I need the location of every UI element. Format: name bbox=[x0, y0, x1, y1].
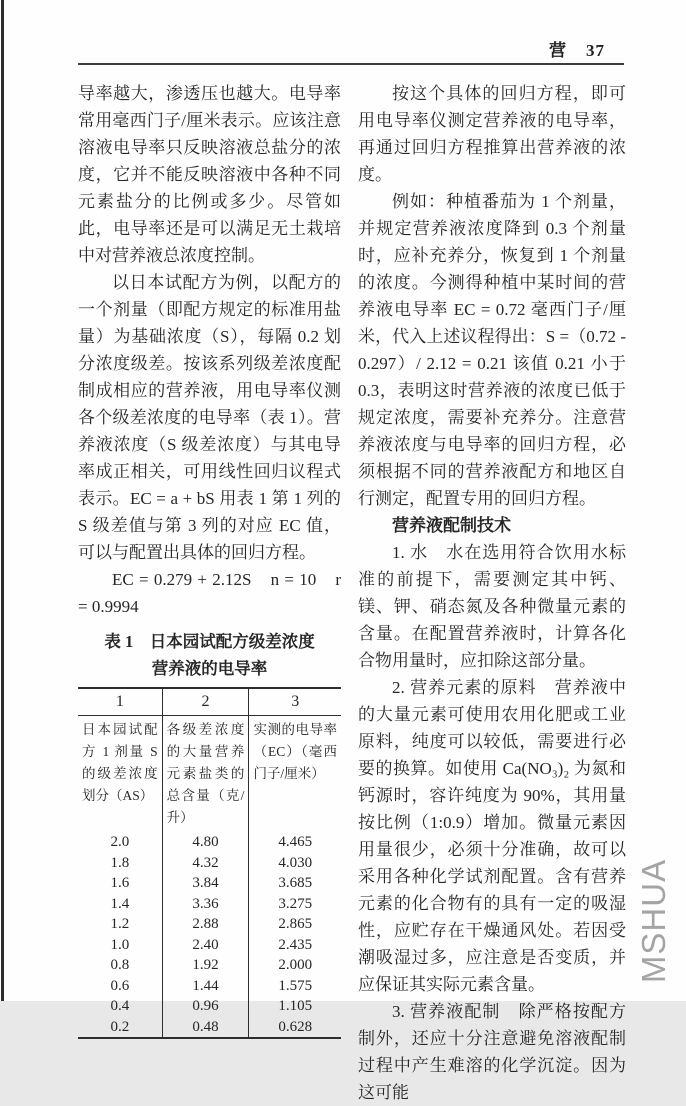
item-lead: 1. 水 bbox=[392, 543, 429, 562]
header-rule bbox=[78, 63, 624, 65]
table-row bbox=[78, 955, 341, 976]
table-row bbox=[78, 996, 341, 1017]
item-lead: 2. 营养元素的原料 bbox=[392, 678, 537, 697]
table-cell: 2 bbox=[162, 688, 249, 716]
table-row bbox=[78, 873, 341, 894]
table-cell: 1.6 bbox=[110, 875, 130, 891]
table-row bbox=[78, 853, 341, 874]
page-header bbox=[78, 36, 605, 61]
table-row bbox=[78, 1017, 341, 1039]
table-row bbox=[78, 976, 341, 997]
table-header-cell: 实测的电导率（EC）（毫西门子/厘米） bbox=[253, 722, 337, 781]
table-column-number-row bbox=[78, 688, 341, 716]
table-cell: 3.685 bbox=[278, 875, 313, 891]
table-cell: 4.80 bbox=[162, 832, 249, 853]
paragraph: 导率越大，渗透压也越大。电导率常用毫西门子/厘米表示。应该注意溶液电导率只反映溶液总盐分的浓度，它并不能反映溶液中各种不同元素盐分的比例或多少。尽管如此，电导率还是可以满足无土栽培中对营养液总浓度控制。 bbox=[78, 84, 341, 265]
page-number: 37 bbox=[586, 41, 605, 60]
right-column bbox=[358, 80, 626, 1106]
table-row bbox=[78, 914, 341, 935]
table-cell: 1.105 bbox=[278, 998, 313, 1014]
table-header-row bbox=[78, 716, 341, 833]
table-cell: 4.030 bbox=[278, 854, 313, 871]
watermark bbox=[626, 850, 682, 992]
table-cell: 0.628 bbox=[278, 1018, 313, 1035]
table-cell: 2.000 bbox=[278, 957, 313, 973]
table-cell: 1.0 bbox=[110, 936, 130, 953]
item-lead: 3. 营养液配制 bbox=[392, 1002, 501, 1021]
table-cell: 0.96 bbox=[162, 996, 249, 1017]
table-cell: 2.40 bbox=[162, 935, 249, 956]
table-header-cell: 日本园试配方 1 剂量 S 的级差浓度划分（AS） bbox=[82, 722, 158, 803]
paragraph: 例如：种植番茄为 1 个剂量，并规定营养液浓度降到 0.3 个剂量时，应补充养分，恢复到 1 个剂量的浓度。今测得种植中某时间的营养液电导率 EC = 0.72 毫西门子/厘米，代入上述议程得出：S =（0.72 - 0.297）/ 2.12 = 0.21 该值 0.21 小于 0.3，表明这时营养液的浓度已低于规定浓度，需要补充养分。注意营养液浓度与电导率的回归方程，必须根据不同的营养液配方和地区自行测定，配置专用的回归方程。 bbox=[358, 192, 626, 508]
table-cell: 0.48 bbox=[162, 1017, 249, 1039]
table-cell: 2.435 bbox=[278, 936, 313, 953]
table-cell: 1.44 bbox=[162, 976, 249, 997]
paragraph: 以日本试配方为例，以配方的一个剂量（即配方规定的标准用盐量）为基础浓度（S），每隔 0.2 划分浓度级差。按该系列级差浓度配制成相应的营养液，用电导率仪测各个级差浓度的电导率（表 1）。营养液浓度（S 级差浓度）与其电导率成正相关，可用线性回归议程式表示。EC = a + bS 用表 1 第 1 列的 S 级差值与第 3 列的对应 EC 值，可以与配置出具体的回归方程。 bbox=[78, 273, 341, 562]
running-title: 营 bbox=[549, 41, 566, 60]
table-cell: 2.0 bbox=[110, 834, 130, 850]
numbered-item bbox=[358, 998, 626, 1106]
item-text: 营养液中的大量元素可使用农用化肥或工业原料，纯度可以较低，需要进行必要的换算。如使用 Ca(NO₃)₂ 为氮和钙源时，容许纯度为 90%，其用量按比例（1:0.9）增加。微量元素因用量很少，必须十分准确，故可以采用各种化学试剂配置。含有营养元素的化合物有的具有一定的吸湿性，应贮存在干燥通风处。若因受潮吸湿过多，应注意是否变质，并应保证其实际元素含量。 bbox=[358, 678, 627, 994]
regression-formula: EC = 0.279 + 2.12S n = 10 r = 0.9994 bbox=[78, 570, 341, 616]
table-header-cell: 各级差浓度的大量营养元素盐类的总含量（克/升） bbox=[162, 716, 249, 833]
section-heading: 营养液配制技术 bbox=[392, 516, 511, 535]
table-row bbox=[78, 832, 341, 853]
scan-edge-artifact bbox=[1, 0, 4, 1001]
table-row bbox=[78, 935, 341, 956]
table-cell: 4.465 bbox=[278, 834, 313, 850]
table-cell: 1 bbox=[78, 688, 162, 716]
left-column bbox=[78, 80, 341, 1039]
table-cell: 1.92 bbox=[162, 955, 249, 976]
table-cell: 3.275 bbox=[278, 895, 313, 912]
table-cell: 0.2 bbox=[110, 1018, 130, 1035]
table-cell: 1.8 bbox=[110, 854, 130, 871]
table-cell: 3.84 bbox=[162, 873, 249, 894]
ec-table bbox=[78, 687, 341, 1039]
table-cell: 3 bbox=[249, 688, 341, 716]
table-cell: 3.36 bbox=[162, 894, 249, 915]
table-cell: 0.4 bbox=[110, 998, 130, 1014]
item-text: 除严格按配方制外，还应十分注意避免溶液配制过程中产生难溶的化学沉淀。因为这可能 bbox=[358, 1002, 626, 1102]
table-title-line1: 表 1 日本园试配方级差浓度 bbox=[104, 632, 315, 651]
table-cell: 0.6 bbox=[110, 977, 130, 994]
paragraph: 按这个具体的回归方程，即可用电导率仪测定营养液的电导率，再通过回归方程推算出营养液的浓度。 bbox=[358, 84, 626, 184]
table-cell: 0.8 bbox=[110, 957, 130, 973]
table-row bbox=[78, 894, 341, 915]
numbered-item bbox=[358, 674, 626, 998]
table-cell: 1.4 bbox=[110, 895, 130, 912]
item-text: 水在选用符合饮用水标准的前提下，需要测定其中钙、镁、钾、硝态氮及各种微量元素的含量。在配置营养液时，计算各化合物用量时，应扣除这部分量。 bbox=[358, 543, 627, 670]
watermark-text: MSHUA bbox=[635, 858, 672, 984]
table-cell: 1.2 bbox=[110, 916, 130, 932]
table-cell: 2.88 bbox=[162, 914, 249, 935]
table-cell: 4.32 bbox=[162, 853, 249, 874]
numbered-item bbox=[358, 539, 626, 674]
table-cell: 2.865 bbox=[278, 916, 313, 932]
table-title-line2: 营养液的电导率 bbox=[151, 659, 268, 678]
table-cell: 1.575 bbox=[278, 977, 313, 994]
